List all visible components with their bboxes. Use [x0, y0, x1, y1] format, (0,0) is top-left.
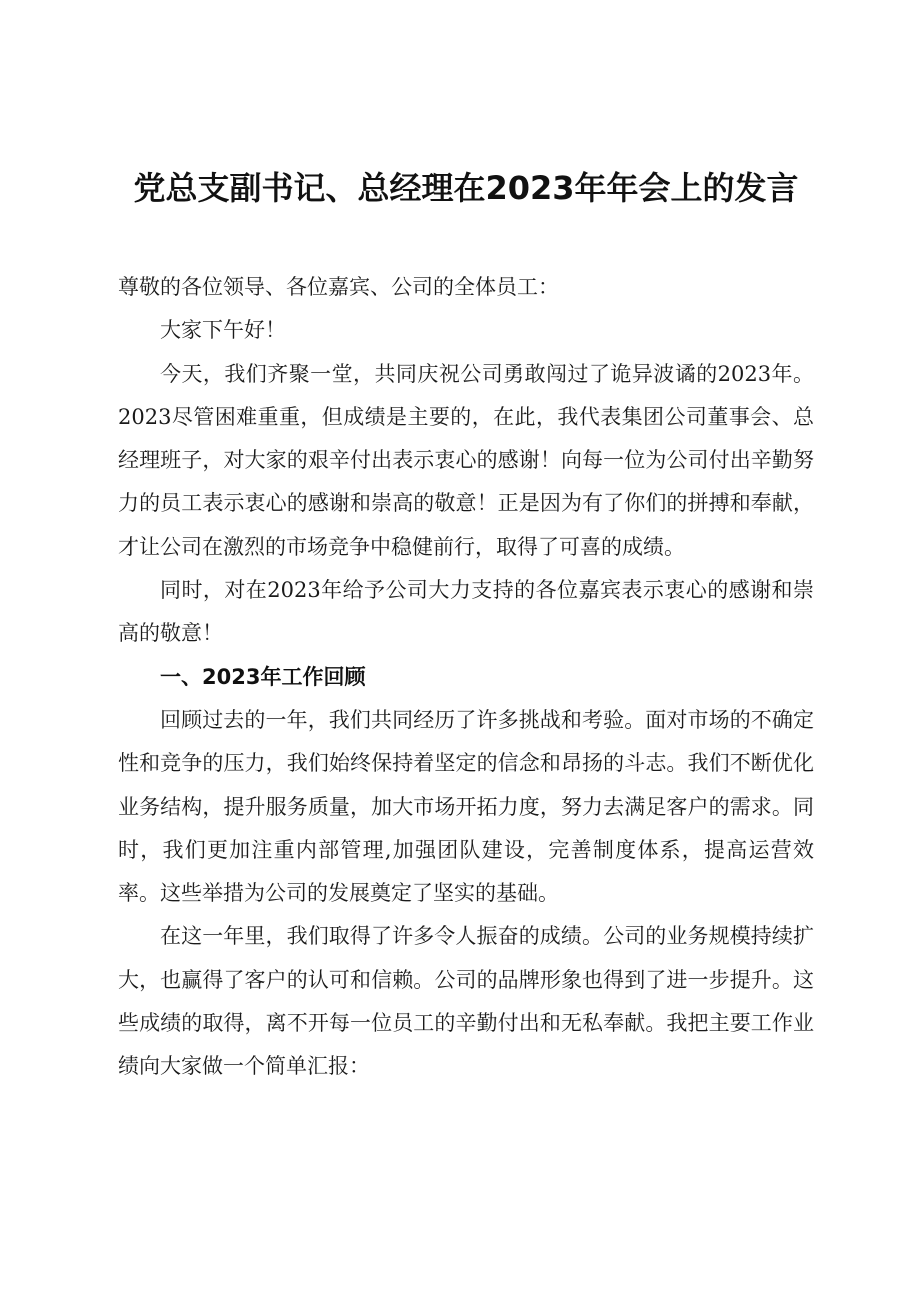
paragraph: 同时，对在2023年给予公司大力支持的各位嘉宾表示衷心的感谢和崇高的敬意！: [118, 578, 814, 646]
document-title: 党总支副书记、总经理在2023年年会上的发言: [133, 169, 799, 207]
greeting: 大家下午好！: [160, 318, 286, 343]
document-body: [118, 266, 814, 1089]
section-heading: 一、2023年工作回顾: [160, 664, 366, 689]
salutation: 尊敬的各位领导、各位嘉宾、公司的全体员工：: [118, 275, 559, 299]
paragraph: 回顾过去的一年，我们共同经历了许多挑战和考验。面对市场的不确定性和竞争的压力，我们始终保持着坚定的信念和昂扬的斗志。我们不断优化业务结构，提升服务质量，加大市场开拓力度，努力去满足客户的需求。同时，我们更加注重内部管理,加强团队建设，完善制度体系，提高运营效率。这些举措为公司的发展奠定了坚实的基础。: [118, 707, 814, 906]
paragraph: 在这一年里，我们取得了许多令人振奋的成绩。公司的业务规模持续扩大，也赢得了客户的认可和信赖。公司的品牌形象也得到了进一步提升。这些成绩的取得，离不开每一位员工的辛勤付出和无私奉献。我把主要工作业绩向大家做一个简单汇报：: [118, 924, 814, 1079]
paragraph: 今天，我们齐聚一堂，共同庆祝公司勇敢闯过了诡异波谲的2023年。2023尽管困难重重，但成绩是主要的，在此，我代表集团公司董事会、总经理班子，对大家的艰辛付出表示衷心的感谢！向每一位为公司付出辛勤努力的员工表示衷心的感谢和崇高的敬意！正是因为有了你们的拼搏和奉献，才让公司在激烈的市场竞争中稳健前行，取得了可喜的成绩。: [118, 361, 814, 559]
